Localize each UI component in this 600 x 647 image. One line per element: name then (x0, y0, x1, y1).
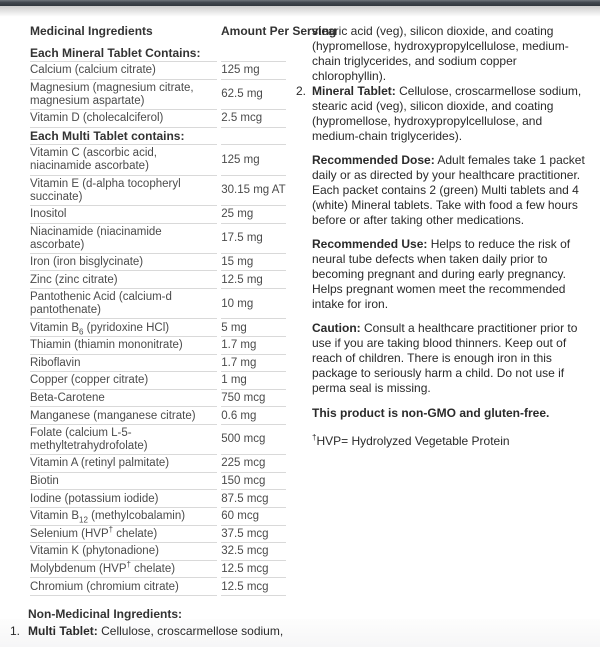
list-item-number: 2. (296, 84, 307, 98)
table-body (30, 45, 286, 596)
ingredient-row (30, 526, 286, 544)
ingredient-name: Zinc (zinc citrate) (30, 271, 217, 289)
ingredient-amount: 500 mcg (221, 425, 286, 455)
ingredient-row (30, 110, 286, 128)
ingredient-row (30, 473, 286, 491)
table-section-header (30, 45, 286, 63)
ingredient-name: Calcium (calcium citrate) (30, 62, 217, 80)
ingredient-amount: 1 mg (221, 372, 286, 390)
ingredient-row (30, 490, 286, 508)
ingredient-name: Niacinamide (niacinamide ascorbate) (30, 224, 217, 254)
ingredient-name: Manganese (manganese citrate) (30, 407, 217, 425)
ingredient-name: Inositol (30, 206, 217, 224)
ingredient-name: Beta-Carotene (30, 390, 217, 408)
ingredient-amount: 750 mcg (221, 390, 286, 408)
ingredient-row (30, 355, 286, 373)
ingredient-row (30, 271, 286, 289)
ingredient-row (30, 80, 286, 110)
ingredient-name: Selenium (HVP† chelate) (30, 526, 217, 544)
ingredient-amount: 37.5 mcg (221, 526, 286, 544)
ingredient-row (30, 390, 286, 408)
ingredient-row (30, 561, 286, 579)
info-paragraph: Caution: Consult a healthcare practitioner prior to use if you are taking blood thinners. Keep out of reach of children. There is enough iron in this package to seriously harm a child. Do not use if perma seal is missing. (312, 321, 578, 395)
info-paragraph: Recommended Use: Helps to reduce the risk of neural tube defects when taken daily prior to becoming pregnant and during early pregnancy. Helps pregnant women meet the recommended intake for iron. (312, 237, 571, 311)
column-header-medicinal-ingredients: Medicinal Ingredients (30, 24, 153, 38)
ingredient-row (30, 62, 286, 80)
ingredient-name: Riboflavin (30, 355, 217, 373)
ingredient-amount: 10 mg (221, 289, 286, 319)
paragraph-lead-label: Caution: (312, 321, 361, 335)
ingredient-name: Magnesium (magnesium citrate, magnesium aspartate) (30, 80, 217, 110)
section-label: Each Mineral Tablet Contains: (30, 45, 217, 63)
ingredient-amount: 1.7 mg (221, 337, 286, 355)
ingredient-name: Copper (copper citrate) (30, 372, 217, 390)
ingredient-name: Vitamin D (cholecalciferol) (30, 110, 217, 128)
ingredient-name: Vitamin C (ascorbic acid, niacinamide ascorbate) (30, 145, 217, 175)
ingredient-row (30, 145, 286, 175)
ingredient-amount: 15 mg (221, 254, 286, 272)
mineral-tablet-ingredients: Cellulose, croscarmellose sodium, stearic acid (veg), silicon dioxide, and coating (hypromellose, hydroxypropylcellulose, and medium-chain triglycerides). (312, 84, 582, 143)
ingredient-amount: 17.5 mg (221, 224, 286, 254)
ingredient-amount: 1.7 mg (221, 355, 286, 373)
ingredient-row (30, 407, 286, 425)
list-item-mineral-tablet (296, 84, 588, 144)
ingredient-name: Vitamin A (retinyl palmitate) (30, 455, 217, 473)
non-gmo-statement: This product is non-GMO and gluten-free. (312, 406, 550, 420)
multi-tablet-ingredients-start: Cellulose, croscarmellose sodium, (97, 624, 284, 638)
ingredient-row (30, 319, 286, 337)
ingredient-name: Biotin (30, 473, 217, 491)
table-header-row (30, 24, 337, 45)
info-paragraphs (296, 153, 588, 396)
ingredient-row (30, 508, 286, 526)
ingredient-name: Vitamin $B_6$ (pyridoxine HCl) (30, 319, 217, 337)
ingredient-name: Chromium (chromium citrate) (30, 578, 217, 596)
ingredient-amount: 62.5 mg (221, 80, 286, 110)
column-header-amount-per-serving: Amount Per Serving (221, 24, 337, 38)
list-item-multi-tablet (10, 624, 298, 639)
list-item-text (312, 84, 588, 144)
section-label: Each Multi Tablet contains: (30, 128, 217, 146)
ingredient-row (30, 543, 286, 561)
ingredient-amount: 12.5 mg (221, 271, 286, 289)
ingredient-name: Vitamin $B_{12}$ (methylcobalamin) (30, 508, 217, 526)
ingredient-row (30, 224, 286, 254)
ingredient-amount: 125 mg (221, 62, 286, 80)
paragraph-lead-label: Recommended Dose: (312, 153, 435, 167)
non-medicinal-ingredients-heading: Non-Medicinal Ingredients: (28, 607, 183, 621)
info-paragraph: Recommended Dose: Adult females take 1 packet daily or as directed by your healthcare practitioner. Each packet contains 2 (green) Multi tablets and 4 (white) Mineral tablets. Take with food a few hours before or after taking other medications. (312, 153, 585, 227)
ingredient-row (30, 337, 286, 355)
ingredient-row (30, 206, 286, 224)
paragraph-lead-label: Recommended Use: (312, 237, 428, 251)
ingredient-row (30, 372, 286, 390)
ingredient-name: Pantothenic Acid (calcium-d pantothenate) (30, 289, 217, 319)
ingredient-amount: 150 mcg (221, 473, 286, 491)
ingredient-amount: 30.15 mg AT (221, 176, 286, 206)
ingredient-amount: 0.6 mg (221, 407, 286, 425)
ingredient-name: Iron (iron bisglycinate) (30, 254, 217, 272)
ingredient-amount: 60 mcg (221, 508, 286, 526)
mineral-tablet-label: Mineral Tablet: (312, 84, 396, 98)
right-column (296, 24, 588, 449)
dagger-symbol: † (312, 433, 317, 442)
ingredient-row (30, 455, 286, 473)
ingredient-name: Vitamin K (phytonadione) (30, 543, 217, 561)
table-section-header (30, 128, 286, 146)
ingredient-name: Thiamin (thiamin mononitrate) (30, 337, 217, 355)
ingredient-amount: 87.5 mcg (221, 490, 286, 508)
ingredient-row (30, 176, 286, 206)
ingredient-amount: 32.5 mcg (221, 543, 286, 561)
top-divider-shadow (0, 6, 600, 18)
hvp-footnote-text: HVP= Hydrolyzed Vegetable Protein (316, 434, 510, 448)
ingredient-name: Molybdenum (HVP† chelate) (30, 561, 217, 579)
ingredient-amount: 225 mcg (221, 455, 286, 473)
ingredient-amount: 12.5 mcg (221, 578, 286, 596)
ingredient-amount: 2.5 mcg (221, 110, 286, 128)
ingredient-row (30, 254, 286, 272)
ingredient-name: Vitamin E (d-alpha tocopheryl succinate) (30, 176, 217, 206)
hvp-footnote (312, 434, 588, 449)
ingredient-amount: 125 mg (221, 145, 286, 175)
ingredient-row (30, 425, 286, 455)
ingredient-amount: 12.5 mcg (221, 561, 286, 579)
ingredient-amount (221, 128, 286, 146)
multi-tablet-label: Multi Tablet: (28, 624, 98, 638)
list-item-text (28, 624, 298, 639)
ingredient-row (30, 578, 286, 596)
ingredient-name: Folate (calcium L-5-methyltetrahydrofolate) (30, 425, 217, 455)
non-medicinal-ingredients-section (10, 607, 298, 639)
ingredient-amount: 5 mg (221, 319, 286, 337)
ingredient-row (30, 289, 286, 319)
ingredient-amount (221, 45, 286, 63)
multi-tablet-ingredients-continuation: stearic acid (veg), silicon dioxide, and coating (hypromellose, hydroxypropylcellulose, medium-chain triglycerides, and sodium copper chlorophyllin). (312, 24, 569, 83)
ingredient-amount: 25 mg (221, 206, 286, 224)
ingredient-name: Iodine (potassium iodide) (30, 490, 217, 508)
list-item-number: 1. (10, 624, 21, 638)
